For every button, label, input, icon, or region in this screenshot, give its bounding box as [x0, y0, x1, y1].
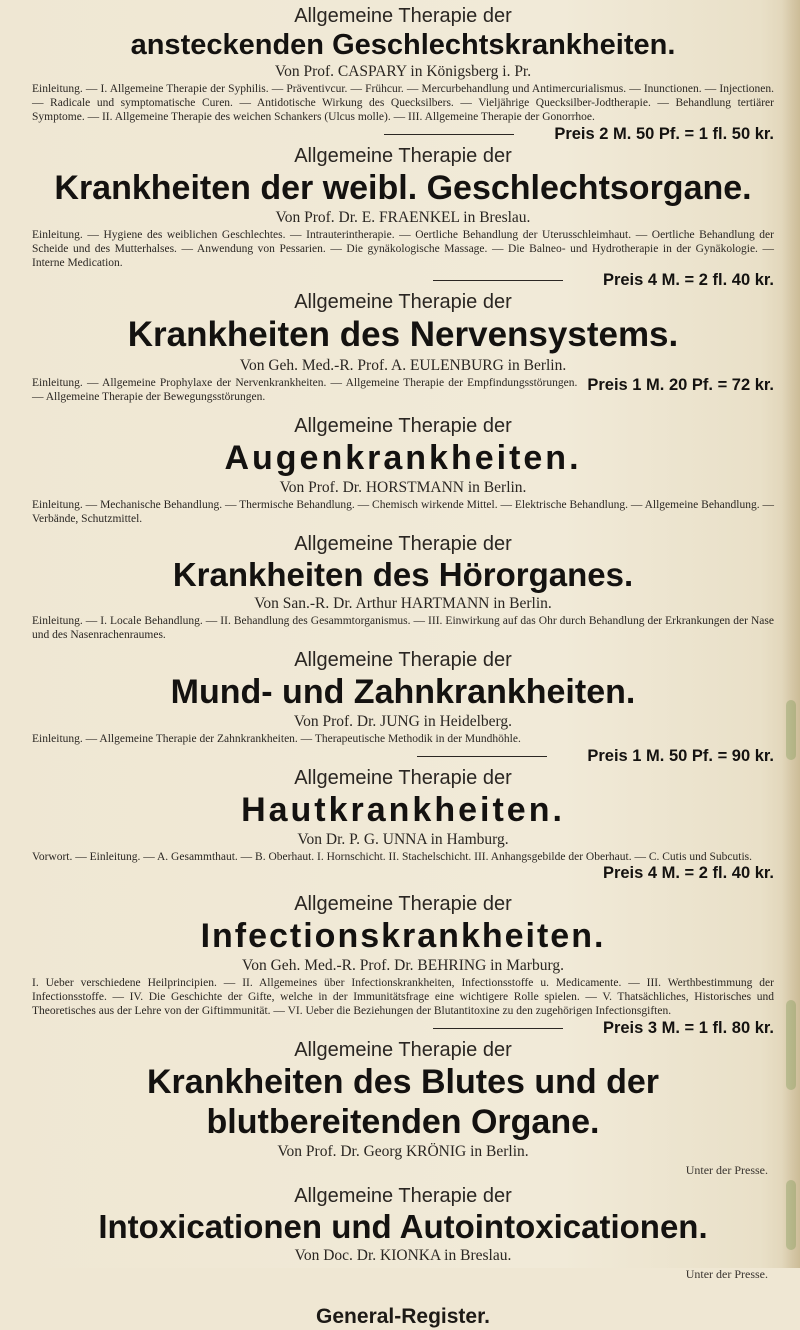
series-heading: Allgemeine Therapie der: [294, 893, 512, 915]
book-contents: Vorwort. — Einleitung. — A. Gesammthaut. — B. Oberhaut. I. Hornschicht. II. Stachelschicht. III. Anhangsgebilde der Oberhaut. — C. Cutis und Subcutis.: [32, 851, 753, 863]
book-title: Krankheiten des Hörorganes.: [172, 556, 634, 593]
entry-ear-diseases: [32, 532, 774, 642]
series-heading: Allgemeine Therapie der: [294, 649, 512, 671]
entry-infectious-diseases: [32, 892, 774, 1038]
book-contents: Einleitung. — Mechanische Behandlung. — Thermische Behandlung. — Chemisch wirkende Mittel. — Elektrische Behandlung. — Allgemeine Behandlung. — Verbände, Schutzmittel.: [32, 499, 774, 525]
publication-status: Unter der Presse.: [685, 1267, 768, 1281]
book-title: Mund- und Zahnkrankheiten.: [170, 673, 636, 711]
series-heading: Allgemeine Therapie der: [294, 1039, 512, 1061]
book-author: Von Prof. Dr. JUNG in Heidelberg.: [293, 713, 513, 730]
book-title: ansteckenden Geschlechtskrankheiten.: [130, 29, 676, 61]
entry-skin-diseases: [32, 766, 774, 882]
book-author: Von San.-R. Dr. Arthur HARTMANN in Berlin.: [254, 595, 552, 612]
series-heading: Allgemeine Therapie der: [294, 291, 512, 313]
series-heading: Allgemeine Therapie der: [294, 767, 512, 789]
book-price: Preis 3 M. = 1 fl. 80 kr.: [602, 1019, 774, 1037]
book-contents-with-price: [32, 376, 774, 404]
page-edge-mark: [786, 1000, 796, 1090]
entry-blood-diseases: [32, 1038, 774, 1178]
book-title: Intoxicationen und Autointoxicationen.: [98, 1208, 708, 1245]
price-row: [32, 270, 774, 290]
book-author: Von Prof. CASPARY in Königsberg i. Pr.: [274, 63, 532, 80]
book-price: Preis 1 M. 20 Pf. = 72 kr.: [587, 376, 774, 394]
price-row: [32, 124, 774, 144]
book-contents-with-price: [32, 850, 774, 882]
book-title: Krankheiten der weibl. Geschlechtsorgane.: [54, 169, 752, 207]
book-author: Von Prof. Dr. E. FRAENKEL in Breslau.: [275, 209, 531, 226]
entry-intoxications: [32, 1184, 774, 1282]
entry-venereal-diseases: [32, 4, 774, 144]
divider-rule: [433, 280, 563, 281]
book-title: Augenkrankheiten.: [224, 439, 582, 477]
book-price: Preis 4 M. = 2 fl. 40 kr.: [602, 271, 774, 289]
divider-rule: [433, 1028, 563, 1029]
book-contents: Einleitung. — Allgemeine Therapie der Zahnkrankheiten. — Therapeutische Methodik in der Mundhöhle.: [32, 733, 521, 745]
divider-rule: [417, 756, 547, 757]
page-edge-mark: [786, 700, 796, 760]
book-author: Von Prof. Dr. HORSTMANN in Berlin.: [279, 479, 527, 496]
entry-eye-diseases: [32, 414, 774, 526]
entry-nervous-system-diseases: [32, 290, 774, 404]
entry-mouth-teeth-diseases: [32, 648, 774, 766]
book-contents: I. Ueber verschiedene Heilprincipien. — II. Allgemeines über Infectionskrankheiten, Infectionsstoffe u. Medicamente. — III. Werthbestimmung der Infectionsstoffe. — IV. Die Geschichte der Gifte, welche in der Immunitätsfrage eine wichtigere Rolle spielen. — V. Thatsächliches, Historisches und Theoretisches aus der Lehre von der Giftimmunität. — VI. Ueber die Beziehungen der Blutantitoxine zu den zugehörigen Infectionsgiften.: [32, 977, 774, 1017]
page-edge-mark: [786, 1180, 796, 1250]
book-author: Von Doc. Dr. KIONKA in Breslau.: [294, 1247, 512, 1264]
book-author: Von Geh. Med.-R. Prof. A. EULENBURG in Berlin.: [239, 357, 567, 374]
book-title-line-1: Krankheiten des Blutes und der: [147, 1063, 659, 1101]
price-row: [32, 746, 774, 766]
book-price: Preis 1 M. 50 Pf. = 90 kr.: [587, 747, 774, 765]
general-register-heading: General-Register.: [316, 1305, 490, 1328]
book-contents: Einleitung. — I. Locale Behandlung. — II. Behandlung des Gesammtorganismus. — III. Einwirkung auf das Ohr durch Behandlung der Erkrankungen der Nase und des Nasenrachenraumes.: [32, 615, 774, 641]
book-title: Hautkrankheiten.: [241, 791, 565, 829]
series-heading: Allgemeine Therapie der: [294, 145, 512, 167]
book-title: Krankheiten des Nervensystems.: [127, 315, 679, 354]
book-contents: Einleitung. — I. Allgemeine Therapie der Syphilis. — Präventivcur. — Frühcur. — Mercurbehandlung und Antimercurialismus. — Inunctionen. — Injectionen. — Radicale und symptomatische Curen. — Antidotische Wirkung des Quecksilbers. — Vieljährige Quecksilber-Jodtherapie. — Behandlung tertiärer Symptome. — II. Allgemeine Therapie des weichen Schankers (Ulcus molle). — III. Allgemeine Therapie der Gonorrhoe.: [32, 83, 774, 123]
series-heading: Allgemeine Therapie der: [294, 533, 512, 555]
entry-female-genital-diseases: [32, 144, 774, 290]
book-title-line-2: blutbereitenden Organe.: [206, 1103, 600, 1141]
book-price: Preis 4 M. = 2 fl. 40 kr.: [602, 864, 774, 882]
price-row: [32, 1018, 774, 1038]
publication-status: Unter der Presse.: [685, 1163, 768, 1177]
book-contents: Einleitung. — Hygiene des weiblichen Geschlechtes. — Intrauterintherapie. — Oertliche Behandlung der Uterusschleimhaut. — Oertliche Behandlung der Scheide und des Mutterhalses. — Anwendung von Pessarien. — Die gynäkologische Massage. — Die Balneo- und Hydrotherapie in der Gynäkologie. — Interne Medication.: [32, 229, 774, 269]
divider-rule: [384, 134, 514, 135]
book-author: Von Dr. P. G. UNNA in Hamburg.: [297, 831, 509, 848]
book-author: Von Prof. Dr. Georg KRÖNIG in Berlin.: [277, 1143, 529, 1160]
book-contents: Einleitung. — Allgemeine Prophylaxe der Nervenkrankheiten. — Allgemeine Therapie der Empfindungsstörungen. — Allgemeine Therapie der Bewegungsstörungen.: [32, 377, 578, 403]
series-heading: Allgemeine Therapie der: [294, 1185, 512, 1207]
book-price: Preis 2 M. 50 Pf. = 1 fl. 50 kr.: [554, 125, 774, 143]
book-contents-with-price: [32, 976, 774, 1018]
series-heading: Allgemeine Therapie der: [294, 415, 512, 437]
book-author: Von Geh. Med.-R. Prof. Dr. BEHRING in Marburg.: [242, 957, 564, 974]
series-heading: Allgemeine Therapie der: [294, 5, 512, 27]
book-title: Infectionskrankheiten.: [200, 917, 606, 955]
